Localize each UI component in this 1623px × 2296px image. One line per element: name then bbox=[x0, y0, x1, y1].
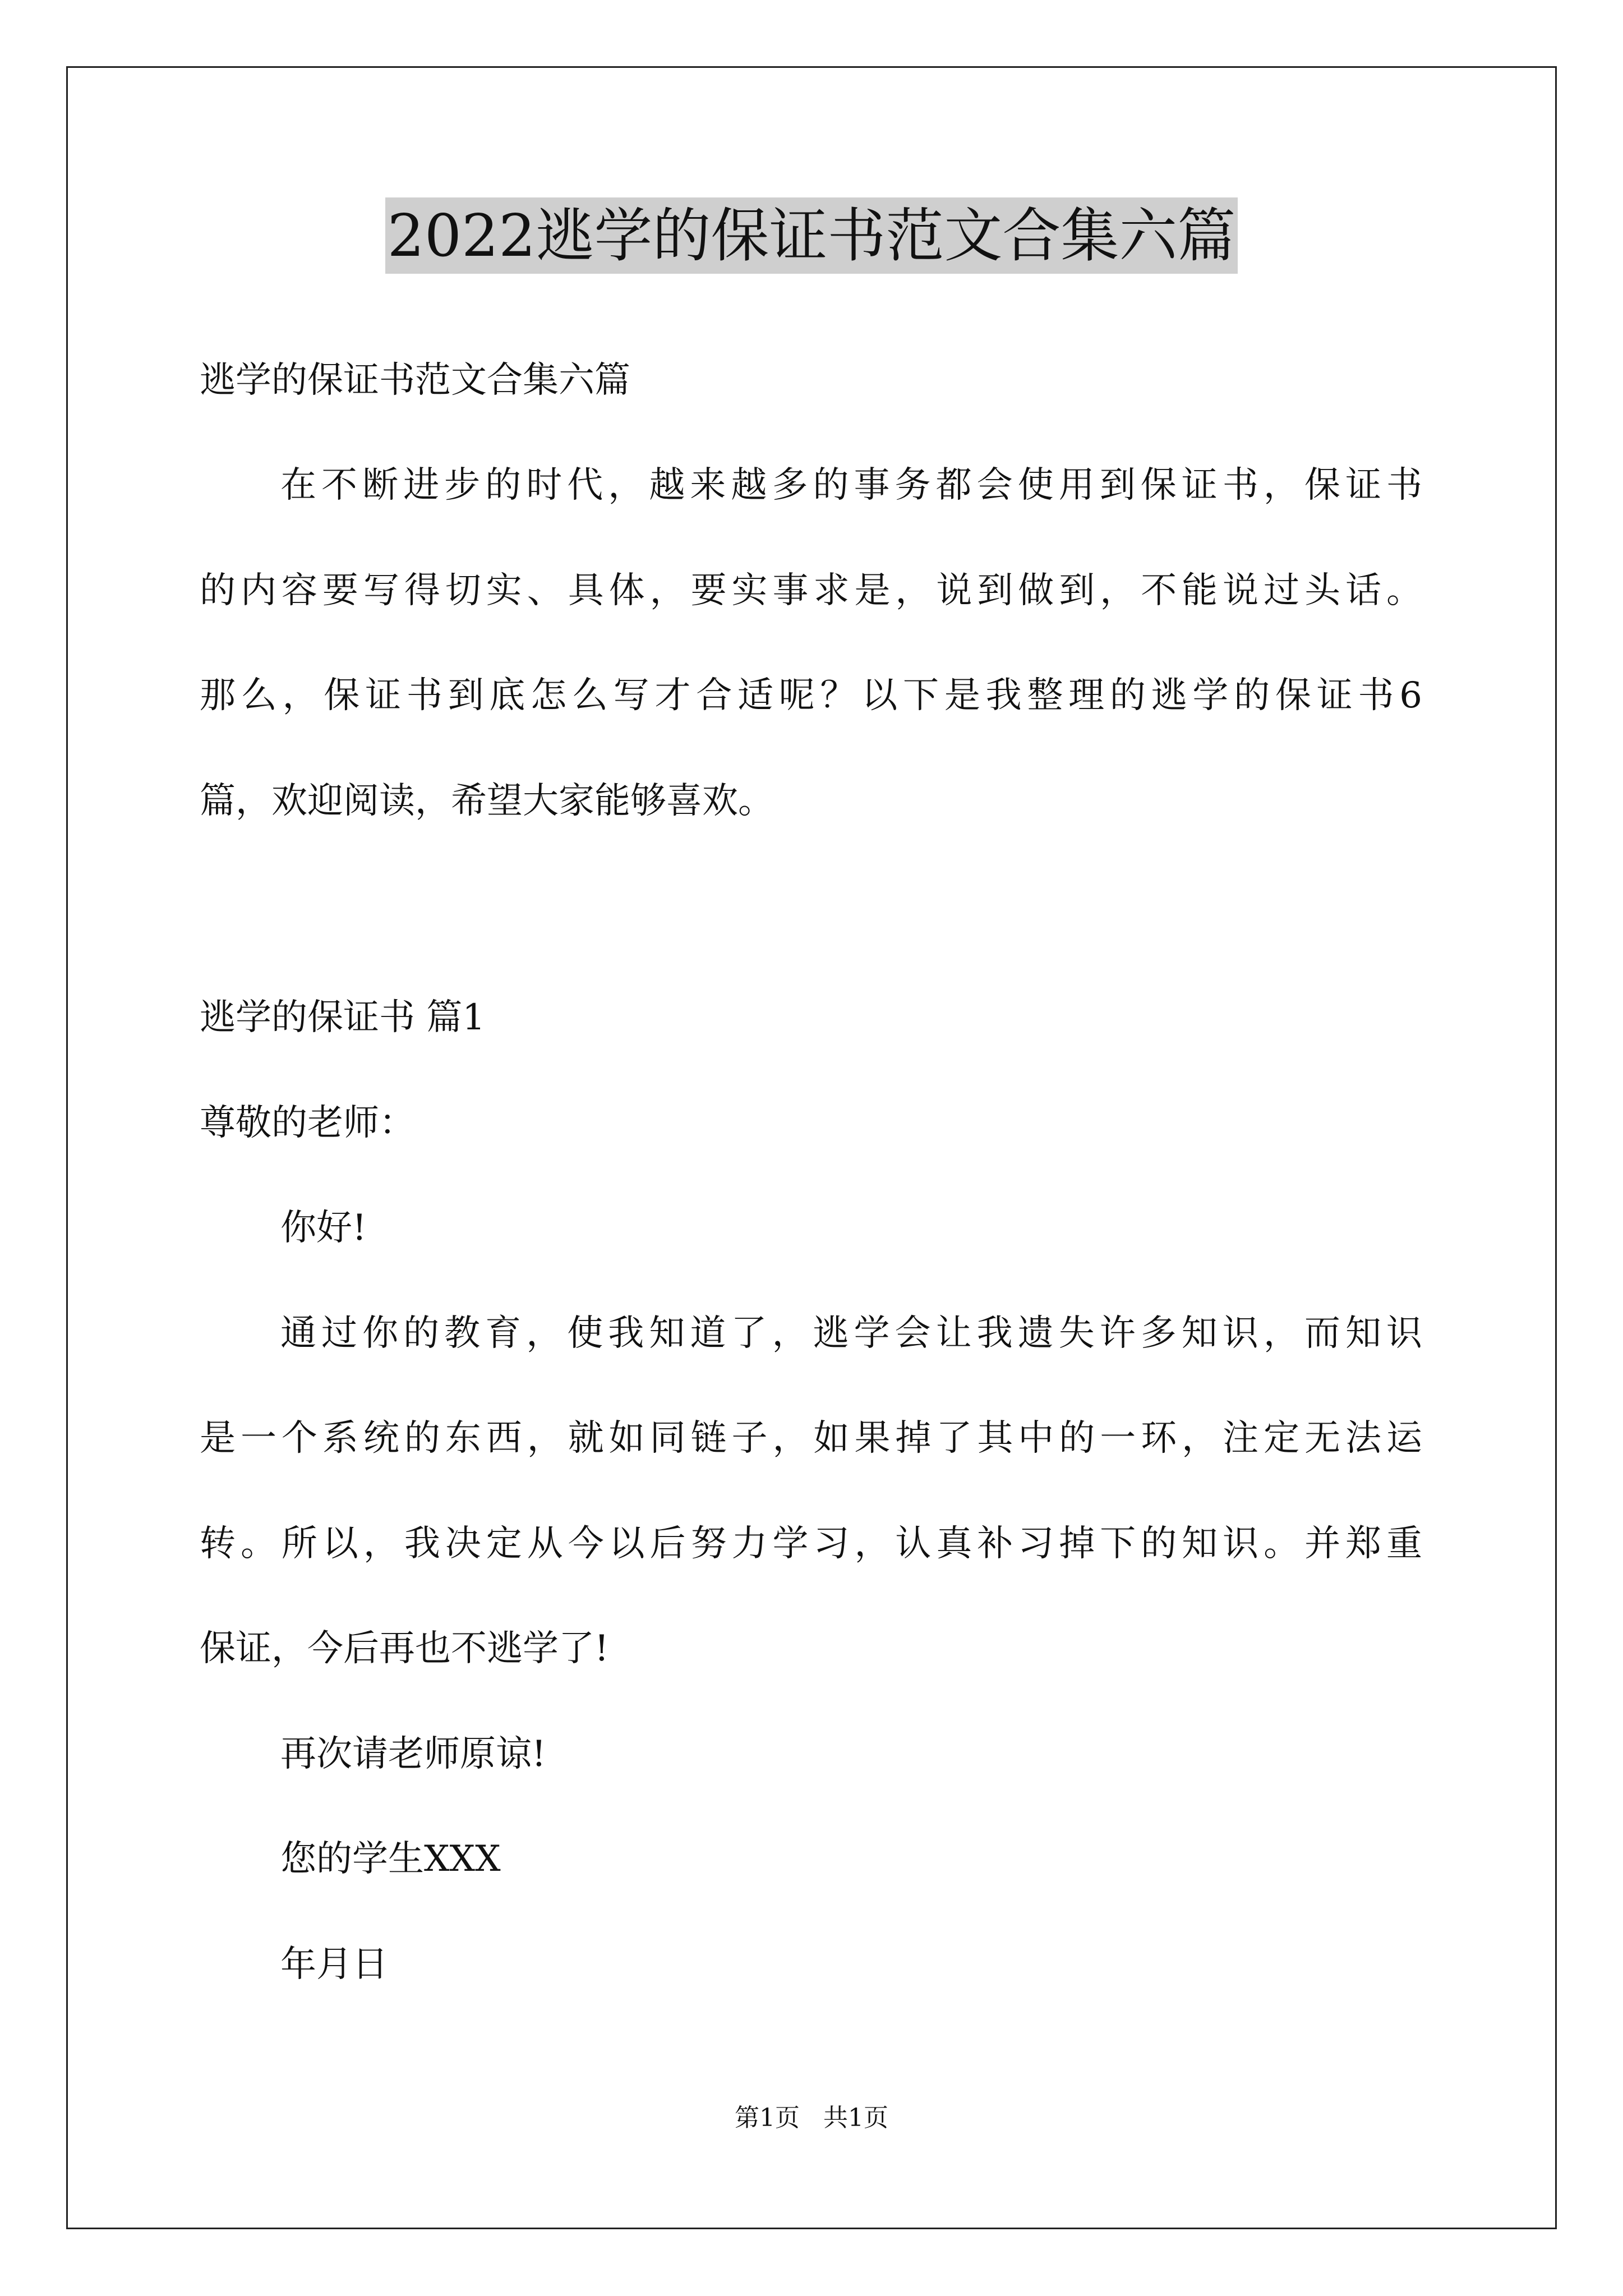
page-footer bbox=[0, 2102, 1623, 2134]
apology-line: 再次请老师原谅! bbox=[280, 1733, 546, 1775]
document-title: 2022逃学的保证书范文合集六篇 bbox=[385, 197, 1238, 274]
intro-line-2: 的内容要写得切实、具体，要实事求是，说到做到，不能说过头话。 bbox=[200, 570, 1422, 611]
page-total: 共1页 bbox=[823, 2104, 888, 2132]
footer-spacer bbox=[800, 2104, 823, 2132]
body-line-4: 保证，今后再也不逃学了! bbox=[200, 1628, 609, 1669]
body-line-1: 通过你的教育，使我知道了，逃学会让我遗失许多知识，而知识 bbox=[280, 1313, 1422, 1354]
section-heading: 逃学的保证书 篇1 bbox=[200, 997, 486, 1038]
intro-line-3: 那么，保证书到底怎么写才合适呢？以下是我整理的逃学的保证书6 bbox=[200, 675, 1422, 716]
document-subtitle: 逃学的保证书范文合集六篇 bbox=[200, 360, 630, 401]
greeting: 你好! bbox=[280, 1207, 367, 1249]
intro-line-4: 篇，欢迎阅读，希望大家能够喜欢。 bbox=[200, 780, 774, 822]
signature-line: 您的学生XXX bbox=[280, 1838, 501, 1880]
body-line-2: 是一个系统的东西，就如同链子，如果掉了其中的一环，注定无法运 bbox=[200, 1418, 1422, 1459]
body-line-3: 转。所以，我决定从今以后努力学习，认真补习掉下的知识。并郑重 bbox=[200, 1523, 1422, 1565]
page-number: 第1页 bbox=[735, 2104, 800, 2132]
title-wrapper bbox=[0, 197, 1623, 274]
date-line: 年月日 bbox=[280, 1944, 388, 1985]
intro-line-1: 在不断进步的时代，越来越多的事务都会使用到保证书，保证书 bbox=[280, 464, 1422, 506]
salutation: 尊敬的老师： bbox=[200, 1102, 415, 1144]
